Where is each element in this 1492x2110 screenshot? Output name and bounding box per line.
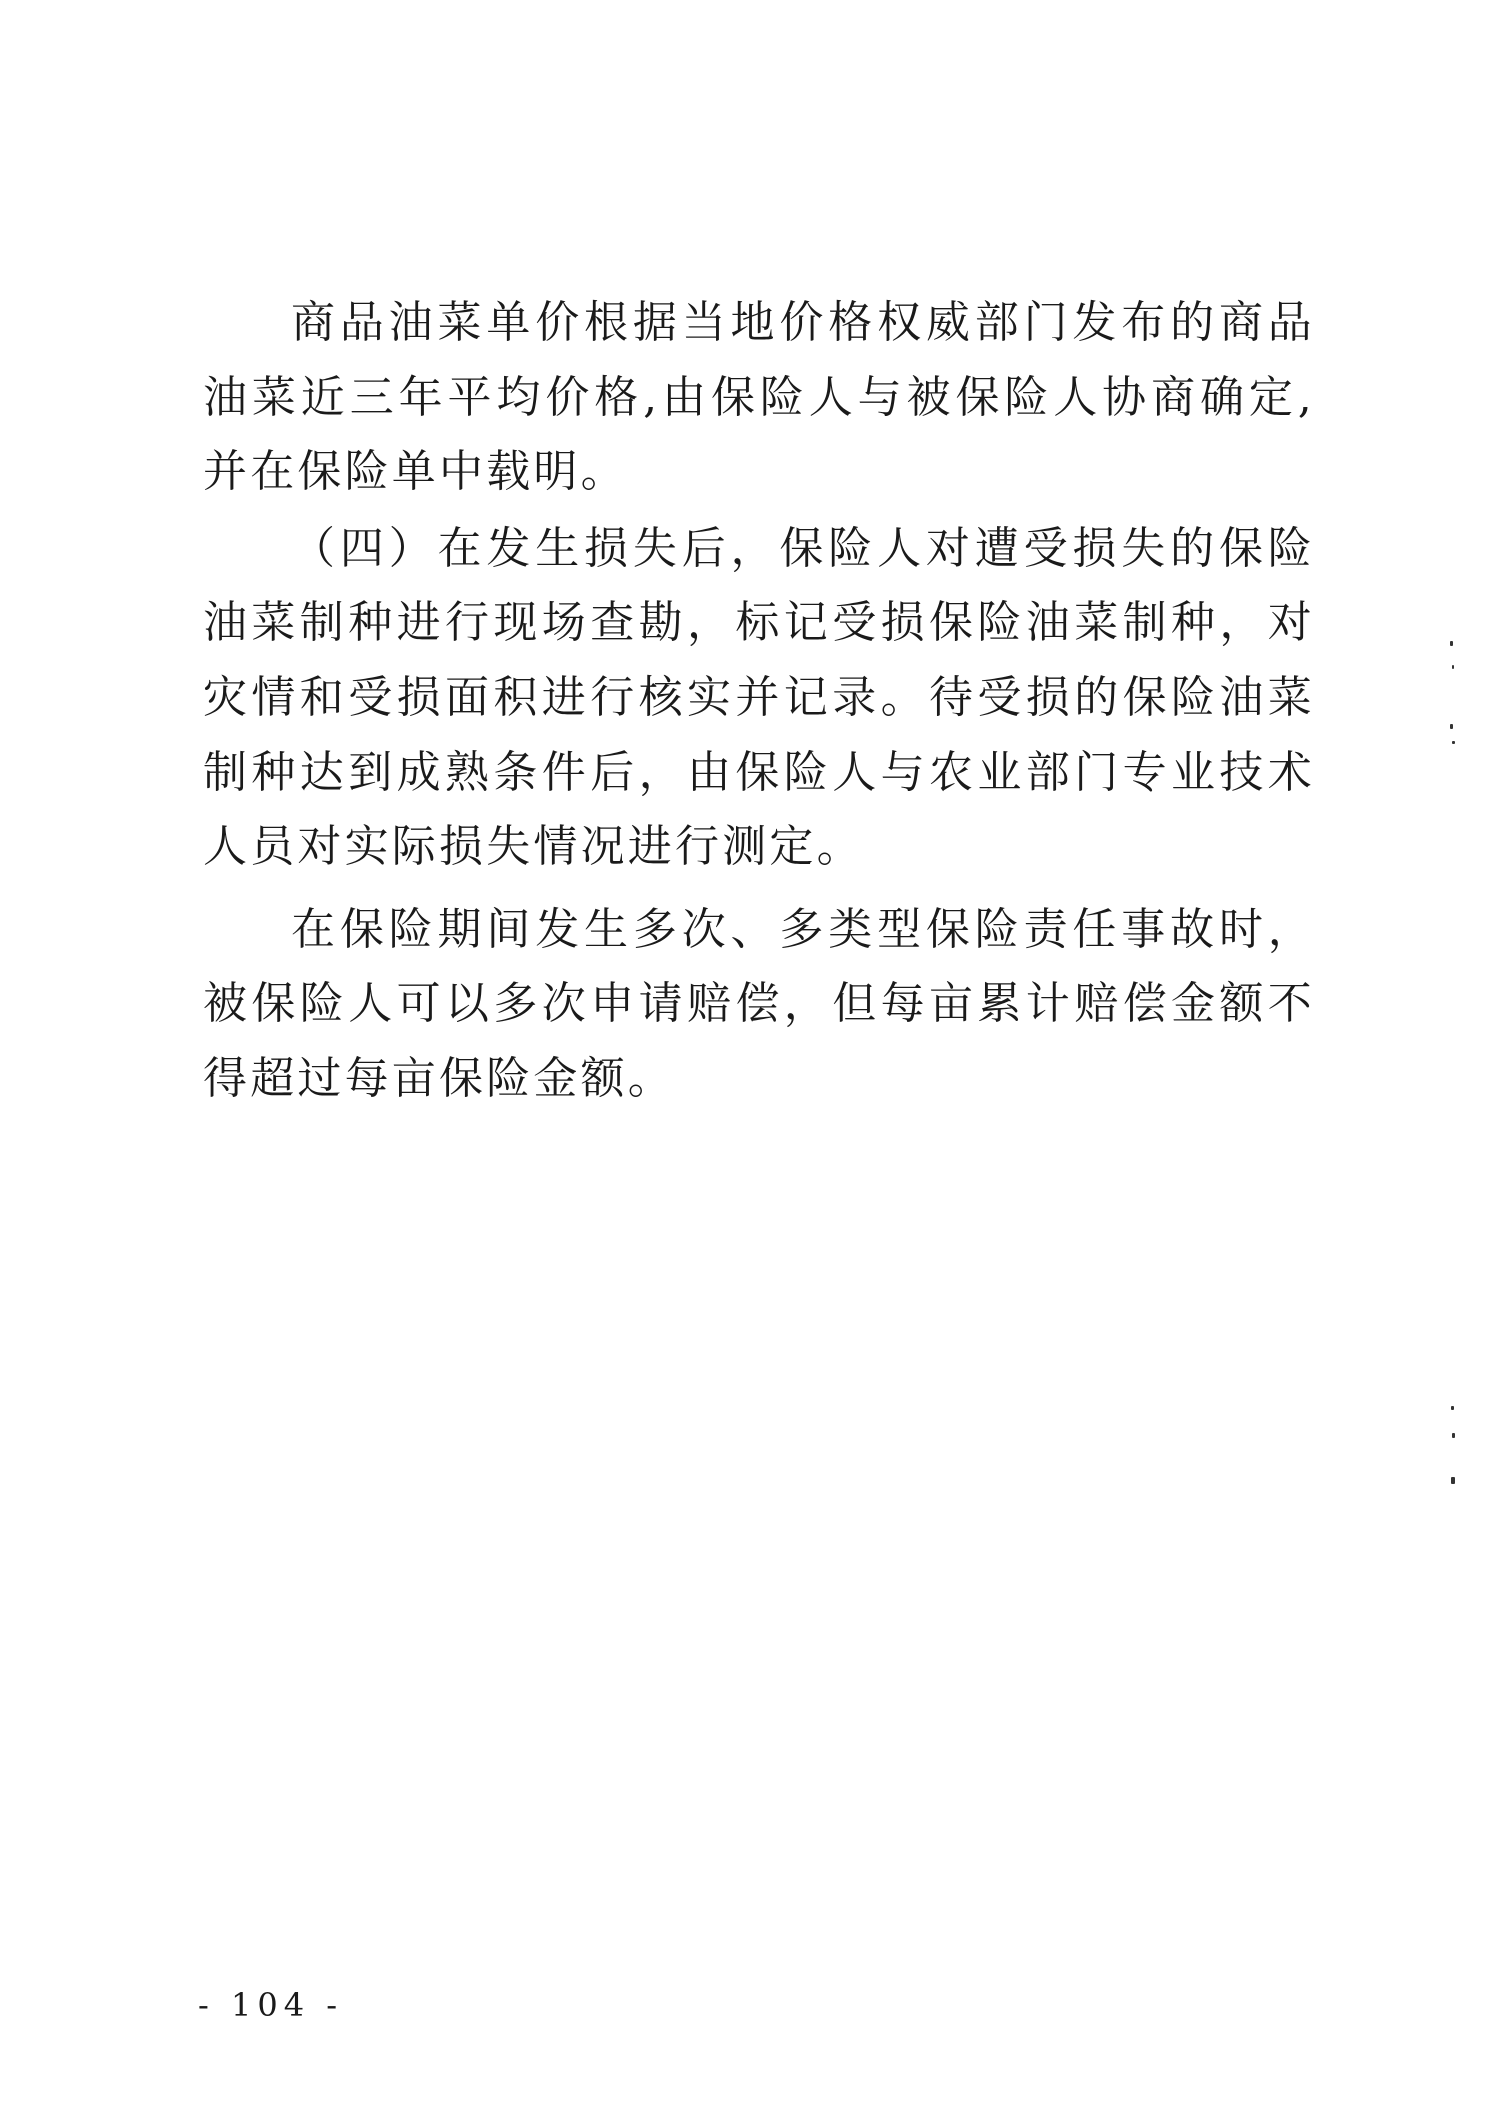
body-text	[203, 286, 1315, 1117]
page-number: - 104 -	[198, 1986, 344, 2024]
paragraph-unit-price: 商品油菜单价根据当地价格权威部门发布的商品油菜近三年平均价格,由保险人与被保险人协商确定,并在保险单中载明。	[203, 297, 1315, 498]
paragraph-multiple-claims: 在保险期间发生多次、多类型保险责任事故时，被保险人可以多次申请赔偿，但每亩累计赔偿金额不得超过每亩保险金额。	[203, 903, 1315, 1104]
paragraph-loss-survey: （四）在发生损失后，保险人对遭受损失的保险油菜制种进行现场查勘，标记受损保险油菜制种，对灾情和受损面积进行核实并记录。待受损的保险油菜制种达到成熟条件后，由保险人与农业部门专业技术人员对实际损失情况进行测定。	[203, 522, 1315, 873]
